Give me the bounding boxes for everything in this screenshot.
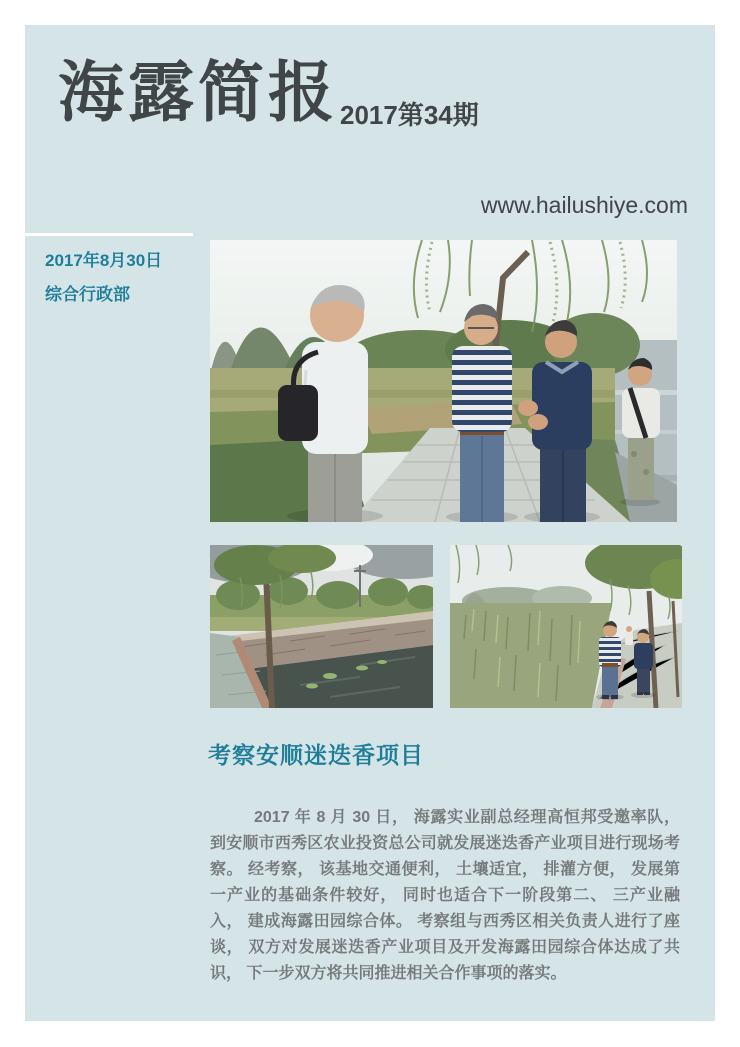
main-photo-illustration [210, 240, 677, 522]
field-photo [450, 545, 682, 708]
article-body: 2017 年 8 月 30 日， 海露实业副总经理高恒邦受邀率队， 到安顺市西秀区农业投资总公司就发展迷迭香产业项目进行现场考察。 经考察， 该基地交通便利， 土壤适宜， 排灌方便， 发展第一产业的基础条件较好， 同时也适合下一阶段第二、 三产业融入， 建成海露田园综合体。 考察组与西秀区相关负责人进行了座谈， 双方对发展迷迭香产业项目及开发海露田园综合体达成了共识， 下一步双方将共同推进相关合作事项的落实。 [210, 809, 680, 982]
canal-photo-illustration [210, 545, 433, 708]
article-heading: 考察安顺迷迭香项目 [208, 742, 424, 768]
issue-number: 2017第34期 [340, 100, 479, 130]
department-name: 综合行政部 [45, 285, 130, 304]
publish-date: 2017年8月30日 [45, 251, 163, 270]
field-photo-illustration [450, 545, 682, 708]
main-photo [210, 240, 677, 522]
header-divider [25, 233, 193, 236]
canal-photo [210, 545, 433, 708]
website-url: www.hailushiye.com [480, 192, 688, 218]
newsletter-title: 海露简报 [58, 55, 338, 129]
